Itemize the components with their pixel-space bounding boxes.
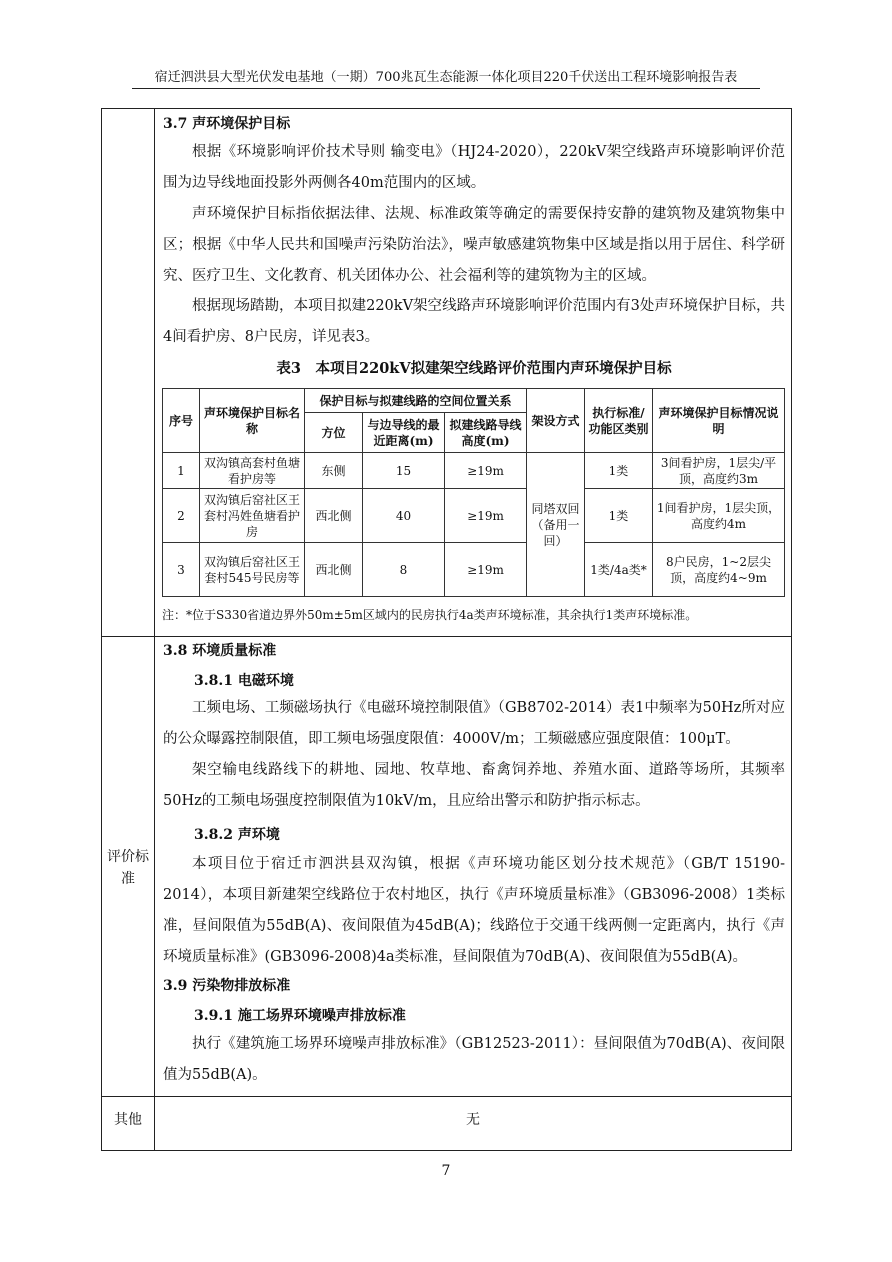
table-3-note: 注：*位于S330省道边界外50m±5m区域内的民房执行4a类声环境标准，其余执行1类声环境标准。 bbox=[162, 608, 698, 622]
sec38-paragraph-1: 工频电场、工频磁场执行《电磁环境控制限值》（GB8702-2014）表1中频率为50Hz所对应的公众曝露控制限值，即工频电场强度限值：4000V/m；工频磁感应强度限值：100μT。 bbox=[163, 700, 785, 747]
sec37-paragraph-1: 根据《环境影响评价技术导则 输变电》（HJ24-2020），220kV架空线路声环境影响评价范围为边导线地面投影外两侧各40m范围内的区域。 bbox=[163, 144, 785, 191]
cell-direction: 东侧 bbox=[305, 453, 363, 489]
row-divider-other bbox=[102, 1096, 791, 1097]
label-other: 其他 bbox=[114, 1112, 142, 1128]
other-value: 无 bbox=[466, 1112, 480, 1128]
row-divider-eval bbox=[102, 636, 791, 637]
cell-desc: 8户民房，1~2层尖顶，高度约4~9m bbox=[653, 543, 785, 597]
sec37-paragraph-2: 声环境保护目标指依据法律、法规、标准政策等确定的需要保持安静的建筑物及建筑物集中区；根据《中华人民共和国噪声污染防治法》，噪声敏感建筑物集中区域是指以用于居住、科学研究、医疗卫生、文化教育、机关团体办公、社会福利等的建筑物为主的区域。 bbox=[163, 206, 785, 284]
cell-standard: 1类/4a类* bbox=[585, 543, 653, 597]
cell-distance: 15 bbox=[363, 453, 445, 489]
page-number: 7 bbox=[441, 1163, 451, 1179]
th-relation: 保护目标与拟建线路的空间位置关系 bbox=[305, 389, 527, 413]
th-desc: 声环境保护目标情况说明 bbox=[653, 389, 785, 453]
cell-height: ≥19m bbox=[445, 489, 527, 543]
sec39-paragraph-1: 执行《建筑施工场界环境噪声排放标准》（GB12523-2011）：昼间限值为70dB(A)、夜间限值为55dB(A)。 bbox=[163, 1036, 785, 1083]
report-frame bbox=[101, 108, 792, 1151]
cell-height: ≥19m bbox=[445, 543, 527, 597]
table-row bbox=[163, 543, 785, 597]
th-direction: 方位 bbox=[305, 413, 363, 453]
column-divider bbox=[154, 109, 155, 1150]
section-3-9-title: 3.9 污染物排放标准 bbox=[163, 978, 291, 994]
cell-standard: 1类 bbox=[585, 453, 653, 489]
cell-desc: 3间看护房，1层尖/平顶，高度约3m bbox=[653, 453, 785, 489]
cell-no: 3 bbox=[163, 543, 200, 597]
cell-name: 双沟镇后窑社区王套村冯姓鱼塘看护房 bbox=[200, 489, 305, 543]
section-3-8-1-title: 3.8.1 电磁环境 bbox=[194, 673, 294, 689]
section-3-8-2-title: 3.8.2 声环境 bbox=[194, 827, 280, 843]
cell-erect: 同塔双回（备用一回） bbox=[527, 453, 585, 597]
th-standard: 执行标准/功能区类别 bbox=[585, 389, 653, 453]
th-erect: 架设方式 bbox=[527, 389, 585, 453]
th-distance: 与边导线的最近距离(m) bbox=[363, 413, 445, 453]
table-3 bbox=[162, 388, 785, 597]
cell-name: 双沟镇高套村鱼塘看护房等 bbox=[200, 453, 305, 489]
cell-direction: 西北侧 bbox=[305, 543, 363, 597]
cell-height: ≥19m bbox=[445, 453, 527, 489]
th-name: 声环境保护目标名称 bbox=[200, 389, 305, 453]
cell-name: 双沟镇后窑社区王套村545号民房等 bbox=[200, 543, 305, 597]
table-row bbox=[163, 453, 785, 489]
section-3-8-title: 3.8 环境质量标准 bbox=[163, 643, 277, 659]
section-3-9-1-title: 3.9.1 施工场界环境噪声排放标准 bbox=[194, 1008, 406, 1024]
th-no: 序号 bbox=[163, 389, 200, 453]
th-height: 拟建线路导线高度(m) bbox=[445, 413, 527, 453]
table-3-title: 表3 本项目220kV拟建架空线路评价范围内声环境保护目标 bbox=[276, 360, 672, 377]
table-row bbox=[163, 489, 785, 543]
cell-direction: 西北侧 bbox=[305, 489, 363, 543]
cell-no: 1 bbox=[163, 453, 200, 489]
label-eval-standard: 评价标准 bbox=[107, 849, 149, 887]
section-3-7-title: 3.7 声环境保护目标 bbox=[163, 116, 291, 132]
sec38-paragraph-3: 本项目位于宿迁市泗洪县双沟镇，根据《声环境功能区划分技术规范》（GB/T 15190-2014），本项目新建架空线路位于农村地区，执行《声环境质量标准》（GB3096-2008）1类标准，昼间限值为55dB(A)、夜间限值为45dB(A)；线路位于交通干线两侧一定距离内，执行《声环境质量标准》(GB3096-2008)4a类标准，昼间限值为70dB(A)、夜间限值为55dB(A)。 bbox=[163, 856, 785, 965]
sec38-paragraph-2: 架空输电线路线下的耕地、园地、牧草地、畜禽饲养地、养殖水面、道路等场所，其频率50Hz的工频电场强度控制限值为10kV/m，且应给出警示和防护指示标志。 bbox=[163, 762, 785, 809]
cell-distance: 40 bbox=[363, 489, 445, 543]
cell-desc: 1间看护房，1层尖顶，高度约4m bbox=[653, 489, 785, 543]
cell-no: 2 bbox=[163, 489, 200, 543]
page-header: 宿迁泗洪县大型光伏发电基地（一期）700兆瓦生态能源一体化项目220千伏送出工程环境影响报告表 bbox=[132, 66, 760, 89]
sec37-paragraph-3: 根据现场踏勘，本项目拟建220kV架空线路声环境影响评价范围内有3处声环境保护目标，共4间看护房、8户民房，详见表3。 bbox=[163, 298, 785, 345]
cell-distance: 8 bbox=[363, 543, 445, 597]
cell-standard: 1类 bbox=[585, 489, 653, 543]
